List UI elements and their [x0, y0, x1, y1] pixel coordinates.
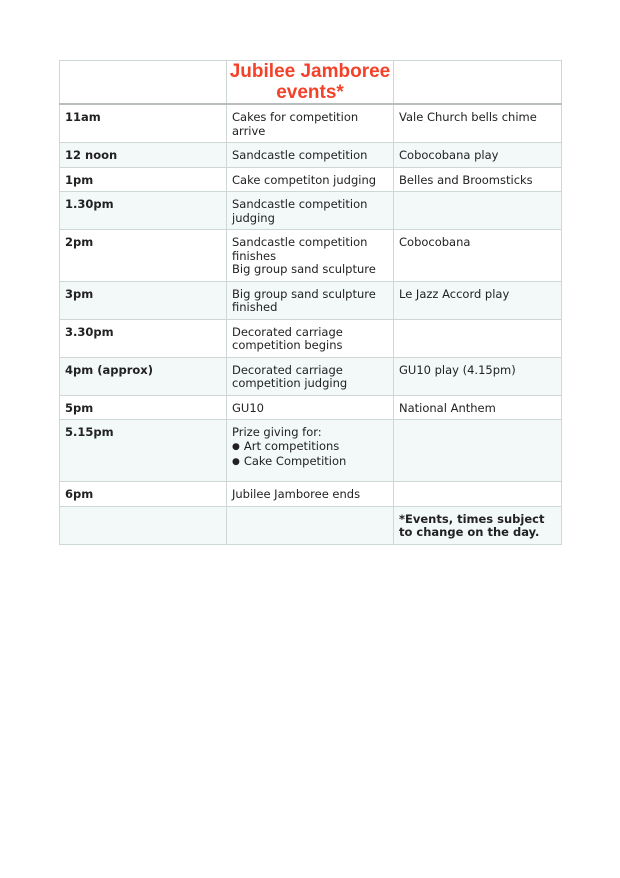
- table-row: [60, 281, 562, 319]
- table-row: [60, 420, 562, 482]
- bullet-item: ● Art competitions: [232, 440, 388, 456]
- table-row: [60, 395, 562, 420]
- time-cell: 6pm: [60, 482, 227, 507]
- other-cell: National Anthem: [394, 395, 562, 420]
- event-cell: GU10: [227, 395, 394, 420]
- table-row: [60, 167, 562, 192]
- event-cell: Decorated carriage competition begins: [227, 319, 394, 357]
- table-row: [60, 506, 562, 544]
- event-cell: [227, 420, 394, 482]
- other-cell: Belles and Broomsticks: [394, 167, 562, 192]
- table-row: [60, 319, 562, 357]
- footnote: *Events, times subject to change on the day.: [394, 506, 562, 544]
- table-title-row: [60, 61, 562, 105]
- title-empty-cell: [60, 61, 227, 105]
- time-cell: 3pm: [60, 281, 227, 319]
- table-row: [60, 104, 562, 143]
- other-cell: GU10 play (4.15pm): [394, 357, 562, 395]
- event-cell: Decorated carriage competition judging: [227, 357, 394, 395]
- table-row: [60, 482, 562, 507]
- table-row: [60, 192, 562, 230]
- event-cell: Cakes for competition arrive: [227, 104, 394, 143]
- other-cell: [394, 420, 562, 482]
- time-cell: 11am: [60, 104, 227, 143]
- title-cell: [227, 61, 394, 105]
- other-cell: Vale Church bells chime: [394, 104, 562, 143]
- event-cell: Cake competiton judging: [227, 167, 394, 192]
- events-table: [59, 60, 562, 545]
- empty-cell: [227, 506, 394, 544]
- empty-cell: [60, 506, 227, 544]
- event-cell: Sandcastle competition: [227, 143, 394, 168]
- other-cell: [394, 192, 562, 230]
- bullet-item: ● Cake Competition: [232, 455, 388, 471]
- table-row: [60, 357, 562, 395]
- time-cell: 1.30pm: [60, 192, 227, 230]
- event-cell: Sandcastle competition judging: [227, 192, 394, 230]
- other-cell: Cobocobana play: [394, 143, 562, 168]
- event-cell: Big group sand sculpture finished: [227, 281, 394, 319]
- event-line: Sandcastle competition finishes: [232, 235, 368, 263]
- time-cell: 3.30pm: [60, 319, 227, 357]
- other-cell: Le Jazz Accord play: [394, 281, 562, 319]
- other-cell: Cobocobana: [394, 230, 562, 282]
- event-line: Prize giving for:: [232, 425, 322, 439]
- time-cell: 12 noon: [60, 143, 227, 168]
- other-cell: [394, 482, 562, 507]
- page-title: Jubilee Jamboree events*: [229, 61, 391, 103]
- other-cell: [394, 319, 562, 357]
- time-cell: 1pm: [60, 167, 227, 192]
- title-empty-cell: [394, 61, 562, 105]
- table-row: [60, 230, 562, 282]
- table-row: [60, 143, 562, 168]
- time-cell: 5.15pm: [60, 420, 227, 482]
- event-line: Big group sand sculpture: [232, 262, 376, 276]
- time-cell: 2pm: [60, 230, 227, 282]
- time-cell: 4pm (approx): [60, 357, 227, 395]
- time-cell: 5pm: [60, 395, 227, 420]
- event-cell: Jubilee Jamboree ends: [227, 482, 394, 507]
- event-cell: [227, 230, 394, 282]
